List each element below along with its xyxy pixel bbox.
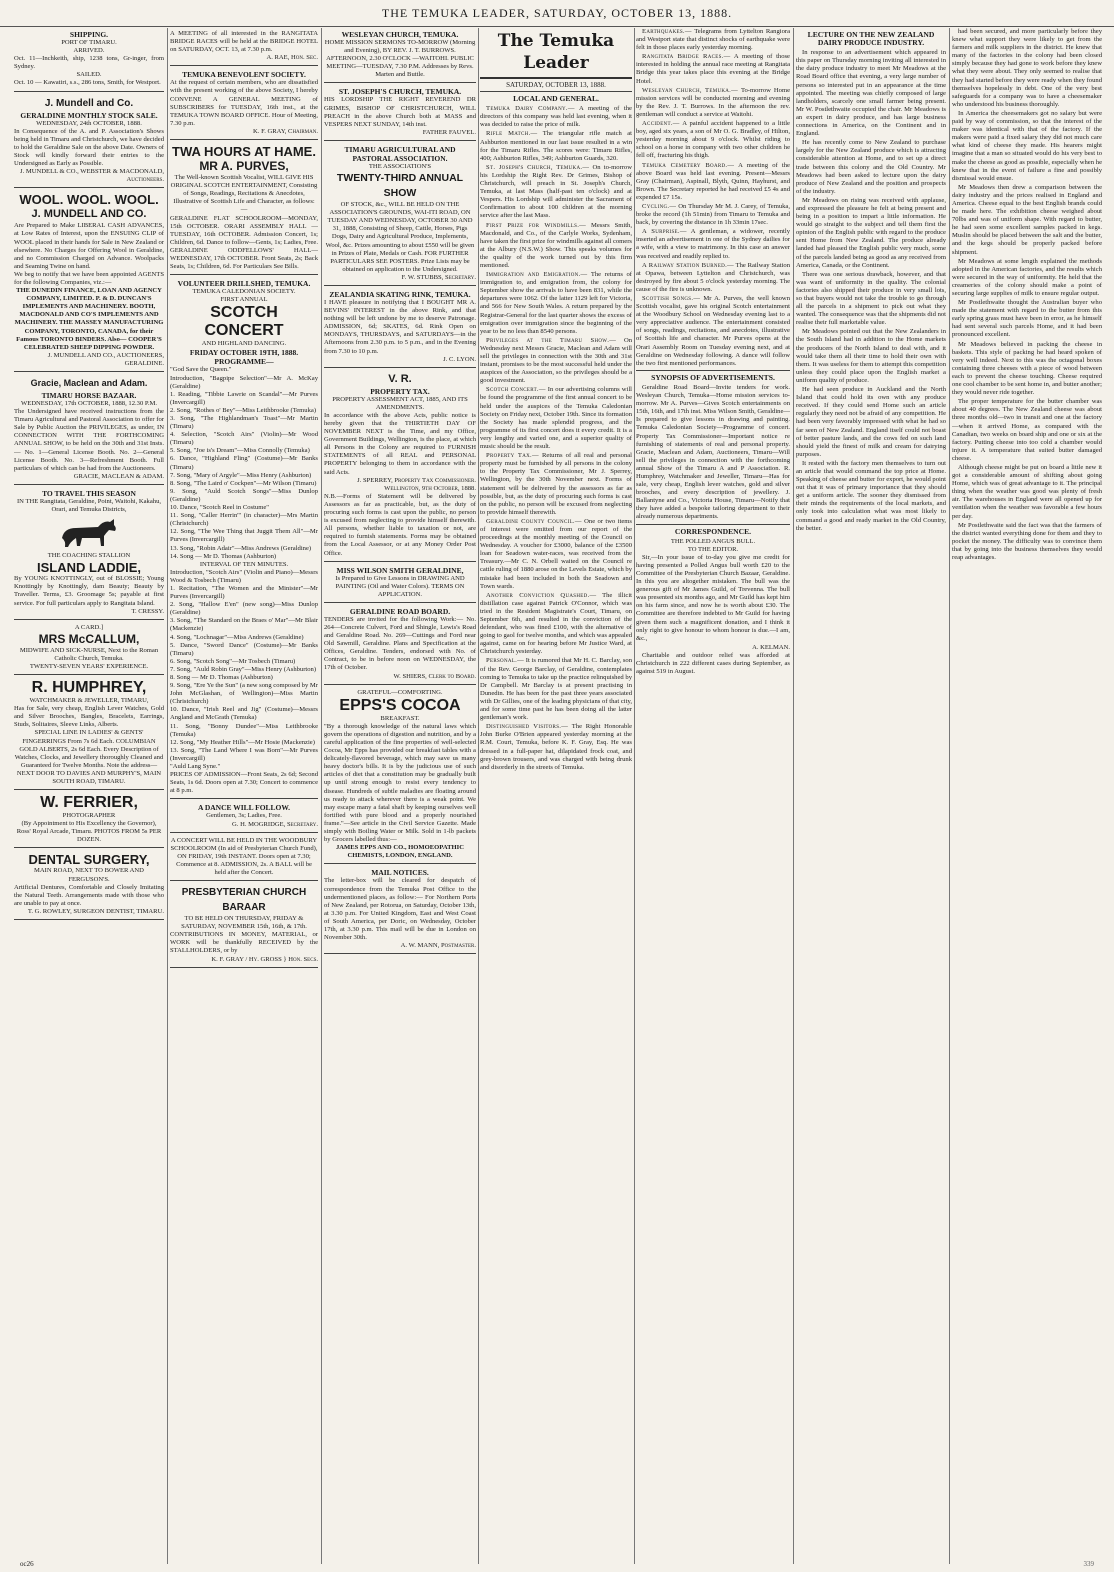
- mail-signature: A. W. MANN, Postmaster.: [400, 942, 476, 950]
- mundell-heading: J. Mundell and Co.: [44, 97, 134, 109]
- programme-item: 10. Dance, "Scotch Reel in Costume": [170, 504, 269, 512]
- admission-text: PRICES OF ADMISSION—Front Seats, 2s 6d; Second Seats, 1s 6d. Doors open at 7.30; Concert to commence at 8 p.m.: [170, 771, 318, 795]
- lecture-paragraph: In response to an advertisement which appeared in this paper on Thursday morning inviting all interested in the dairy produce industry to meet Mr Meadows at the Road Board office that evening, a very large number of persons so interested put in an appearance at the time appointed. The meeting was chiefly composed of large landholders, scarcely one small farmer being present. Mr W. Postlethwaite occupied the chair. Mr Meadows is an expert in dairy produce, and has large business connections in America, on the Continent and in England.: [796, 49, 946, 138]
- synopsis-body: Geraldine Road Board—Invite tenders for work. Wesleyan Church, Temuka—Home mission services to-morrow. Mr A. Purves—Gives Scotch entertainments on 15th, 16th, and 17th inst. Miss Wilson Smith, Geraldine—Is prepared to give lessons in drawing and painting. Temuka Caledonian Society—Programme of concert. Property Tax Commissioner—Important notice re furnishing of statements of real and personal property. Gracie, Maclean and Adam, Auctioneers, Timaru—Will sell the privileges in connection with the forthcoming annual Show of the Timaru A and P Association. R. Humphrey, Watchmaker and Jeweller, Timaru—Has for sale, very cheap, English lever watches, gold and silver brooches, and every description of jewellery. J. Ballantyne and Co., Victoria House, Timaru—Notify that they have added a bespoke tailoring department to their already numerous departments.: [636, 383, 790, 521]
- skating-body: I HAVE pleasure in notifying that I BOUGHT MR A. BEVINS' INTEREST in the above Rink, and that nothing will be left undone by me to deserve Patronage. ADMISSION, 6d; SKATES, 6d. Rink Open on MONDAYS, THURSDAYS, and SATURDAYS—in the Afternoons from 2.30 p.m. to 5 p.m., and in the Evening from 7.30 to 10 p.m.: [324, 298, 476, 355]
- news-item: [480, 271, 632, 336]
- humphrey-subheading: WATCHMAKER & JEWELLER, TIMARU,: [29, 697, 149, 705]
- road-board-ad: [324, 605, 476, 685]
- benevolent-signature: K. F. GRAY, Chairman.: [253, 127, 318, 135]
- programme-item: 3. Song, "The Standard on the Braes o' Mar"—Mr Blair (Mackenzie): [170, 617, 318, 633]
- horse-icon: [54, 516, 124, 550]
- travel-heading: TO TRAVEL THIS SEASON: [42, 488, 136, 498]
- geraldine-sale-body: In Consequence of the A. and P. Association's Shows being held in Timaru and Christchurch, we have decided to hold the Geraldine Sale on the above Date. Owners of Stock will kindly forward their entries to the Undersigned as Early as Possible.: [14, 127, 164, 168]
- tax-heading: PROPERTY TAX.: [370, 386, 430, 396]
- programme-item: "Auld Lang Syne.": [170, 763, 221, 771]
- caledonian-first: FIRST ANNUAL: [220, 296, 268, 304]
- laddie-heading: ISLAND LADDIE,: [37, 560, 141, 576]
- news-item-heading: Another Conviction Quashed.—: [486, 591, 597, 599]
- synopsis-heading: SYNOPSIS OF ADVERTISEMENTS.: [651, 372, 775, 382]
- news-item-text: It is rumored that Mr H. C. Barclay, son of the Rev. George Barclay, of Geraldine, contemplates coming to Temuka to take up the practice relinquished by Dr Campbell. Mr Barclay is at present practising in Dunedin. He has been for the past three years associated with Dr Gillies, one of the leading physicians of that city, and for some time past he has been doing all the latter gentleman's work.: [480, 657, 632, 722]
- news-item-text: Telegrams from Lyttelton Rangiora and Westport state that distinct shocks of earthquake were felt in those places early yesterday morning.: [636, 28, 790, 52]
- presbyterian-bazaar-signature: K. F. GRAY / Hy. GROSS } Hon. Secs.: [211, 955, 318, 963]
- column-3: [324, 28, 476, 1564]
- mundell-ad: [14, 94, 164, 189]
- programme-list: [170, 366, 318, 560]
- presbyterian-bazaar-ad: [170, 883, 318, 968]
- programme-item: 7. Song, "Mary of Argyle"—Miss Henry (Ashburton): [170, 471, 312, 479]
- news-item-heading: Temuka Cemetery Board.—: [642, 161, 735, 169]
- tax-body: In accordance with the above Acts, public notice is hereby given that the THIRTIETH DAY OF NOVEMBER NEXT is the Time, and my Office, Government Buildings, Wellington, is the place, at which all Persons in the Colony are required to FURNISH STATEMENTS of all REAL and PERSONAL PROPERTY belonging to them in accordance with the said Acts.: [324, 411, 476, 476]
- programme-item: 6. Dance, "Highland Fling" (Costume)—Mr Banks (Timaru): [170, 455, 318, 471]
- column-7: [952, 28, 1102, 1564]
- humphrey-heading: R. HUMPHREY,: [31, 679, 147, 697]
- laddie-signature: T. CRESSY.: [131, 607, 164, 615]
- page-code: oc26: [20, 1560, 34, 1568]
- lecture-paragraph: It rested with the factory men themselves to turn out an article that would command the top price at Home. Speaking of cheese and butter for export, he would point out that it was of primary importance that they should get a uniform article. The sooner they dismissed from their minds the requirements of the local markets, and only took into calculation what was most likely to command a good and ready market in the Old Country, the better.: [796, 459, 946, 532]
- news-item-heading: Cycling.—: [642, 202, 677, 210]
- wool-body-2: We beg to notify that we have been appointed AGENTS for the following Companies, viz.:—: [14, 270, 164, 286]
- news-item: [480, 452, 632, 517]
- road-board-body: TENDERS are invited for the following Work:— No. 264—Concrete Culvert, Ford and Shingle, Lewis's Road and Geraldine Road. No. 269—Cuttings and Ford near Old Sawmill, Geraldine. Plans and Specification at the Offices, Geraldine. Tenders, endorsed with No. of Contract, to be in before noon on WEDNESDAY, the 17th of October.: [324, 615, 476, 672]
- news-item: [480, 657, 632, 722]
- skating-ad: [324, 288, 476, 368]
- column-2: [170, 28, 318, 1564]
- wool-ad: [14, 190, 164, 372]
- news-item-text: The triangular rifle match at Ashburton mentioned in our last issue resulted in a win for the Timaru Rifles. The scores were: Timaru Rifles, 400; Ashburton Rifles, 349; Ashburton Guards, 320.: [480, 130, 632, 162]
- stjoseph-ad: [324, 85, 476, 140]
- correspondence-signature: A. KELMAN.: [752, 643, 790, 651]
- lecture-paragraph: Mr Meadows pointed out that the New Zealanders in the South Island had in addition to the Home markets the producers of the North Island to deal with, and it would take them all their time to hold their own with them. It was useless for them to attempt this competition unless they could place upon the English market a uniform quality of produce.: [796, 328, 946, 384]
- news-item-text: A gentleman, a widower, recently inserted an advertisement in one of the Sydney dailies for a wife, with a view to matrimony. In this case an answer was received and readily replied to.: [636, 228, 790, 260]
- stallion-ad: [14, 487, 164, 620]
- programme-item: Introduction, "Scotch Airs" (Violin and Piano)—Messrs Wood & Tosbech (Timaru): [170, 568, 318, 584]
- lecture-paragraph: Although cheese might be put on board a little new it got a considerable amount of shifting about going Home, which was of great advantage to it. The principal thing when the weather was good was plenty of fresh air. The warehouses in England were all opened up for ventilation when the weather was favorable a few hours per day.: [952, 463, 1102, 520]
- news-item-text: Returns of all real and personal property must be furnished by all persons in the colony to the Property Tax Commissioner, Mr J. Sperrey, Wellington, by the 30th November next. Forms of statement will be delivered by the assessors as far as possible, but, as the duty of procuring such forms is cast on the public, no person will be excused from neglecting to provide himself therewith.: [480, 452, 632, 516]
- tax-ad: [324, 370, 476, 562]
- cocoa-pre: GRATEFUL—COMFORTING.: [357, 688, 443, 696]
- stallion-heading: THE COACHING STALLION: [47, 552, 131, 560]
- correspondence-heading: CORRESPONDENCE.: [674, 526, 752, 536]
- road-board-signature: W. SHIERS, Clerk to Board.: [393, 672, 476, 680]
- news-item-text: Mr A. Purves, the well known Scottish vocalist, gave his original Scotch entertainment at the Woodbury School on Wednesday evening last to a very appreciative audience. The entertainment consisted of songs, readings, recitations, and anecdotes, illustrative of Scottish life and character. Mr Purves opens at the Orari Assembly Room on Tuesday evening next, and at Geraldine on Wednesday following. A dance will follow the two first mentioned performances.: [636, 295, 790, 367]
- news-item-text: On to-morrow his Lordship the Right Rev. Dr Grimes, Bishop of Christchurch, will preach in St. Joseph's Church, Temuka, at last Mass (half-past ten o'clock) and at Vespers. His Lordship will administer the Sacrament of Confirmation to about 100 children at the morning service after the last Mass.: [480, 163, 632, 220]
- travel-body: IN THE Rangitata, Geraldine, Point, Waitohi, Kakahu, Orari, and Temuka Districts,: [16, 497, 162, 514]
- programme-item: "God Save the Queen.": [170, 366, 232, 374]
- wool-signature: J. MUNDELL AND CO., AUCTIONEERS, GERALDINE.: [47, 351, 164, 367]
- programme-item: 5. Dance, "Sword Dance" (Costume)—Mr Banks (Timaru): [170, 641, 318, 657]
- section-rule: [636, 524, 790, 525]
- lecture-paragraph: The proper temperature for the butter chamber was about 40 degrees. The New Zealand cheese was about three months old—two in transit and one at the factory—when it arrived Home, as compared with the Canadian, two weeks on board ship and one or six at the factory. Putting cheese into too cold a chamber would injure it. A temperature that suited butter damaged cheese.: [952, 398, 1102, 462]
- news-item-text: A painful accident happened to a little boy, aged six years, a son of Mr O. G. Bradley, of Hilton, yesterday morning about 9 o'clock. Whilst riding to school on a horse in company with two other children he fell off, fracturing his thigh.: [636, 120, 790, 160]
- news-item-text: On Wednesday next Messrs Gracie, Maclean and Adam will sell the privileges in connection with the 30th and 31st instant, promises to be the most successful held under the auspices of the Association, so the privileges should be a good investment.: [480, 336, 632, 385]
- lecture-heading: LECTURE ON THE NEW ZEALAND DAIRY PRODUCE INDUSTRY.: [807, 30, 935, 48]
- shipping-port: PORT OF TIMARU.: [61, 39, 117, 46]
- concert-date: FRIDAY OCTOBER 19TH, 1888.: [189, 348, 299, 358]
- news-item: [480, 723, 632, 772]
- skating-heading: ZEALANDIA SKATING RINK, TEMUKA.: [329, 289, 471, 299]
- woodbury-body: A CONCERT WILL BE HELD IN THE WOODBURY SCHOOLROOM (In aid of Presbyterian Church Fund), ON FRIDAY, 19th INSTANT. Doors open at 7.30; Commence at 8. ADMISSION, 2s. A BALL will be held after the Concert.: [170, 836, 318, 876]
- mail-body: The letter-box will be cleared for despatch of correspondence from the Temuka Post Office to the undermentioned places, as follow:— For Northern Ports of New Zealand, per Rotorua, on Saturday, October 13th, at 3.30 p.m. For United Kingdom, East and West Coast of South America, per Doric, on Wednesday, October 17th, at 3.30 p.m. This mail will be due in London on November 30th.: [324, 877, 476, 942]
- news-item-heading: Rifle Match.—: [486, 130, 538, 138]
- news-item-text: A meeting of the above Board was held last evening. Present—Messrs Gray (Chairman), Aspinall, Blyth, Quinn, Hayhurst, and Brown. The Secretary reported he had received £5 4s and expended £7 15s.: [636, 161, 790, 201]
- programme-item: 8. Song, "The Laird o' Cockpen"—Mr Wilson (Timaru): [170, 479, 317, 487]
- news-item-text: The Right Honorable John Burke O'Brien appeared yesterday morning at the R.M. Court, Temuka, before K. F. Gray, Esq. He was dressed in a full-paper hat, dilapidated frock coat, and grey-brown trousers, and was charged with being drunk and disorderly in the streets of Temuka.: [480, 723, 632, 771]
- concert-subheading: AND HIGHLAND DANCING.: [201, 340, 287, 348]
- news-item-text: One or two items of interest were omitted from our report of the proceedings at the monthly meeting of the Council on Wednesday. A voucher for £3000, balance of the £3500 loan for Seadown water-races, was received from the Treasury.—Mr C. N. Orbell waited on the Council re cattle ruling of 1880 arose on the Levels Estate, which by mistake had been included in both the Seadown and Town wards.: [480, 517, 632, 590]
- hame-heading: TWA HOURS AT HAME.: [172, 144, 316, 160]
- bazaar-heading: TIMARU HORSE BAZAAR.: [41, 391, 137, 400]
- programme-item: 11. Song, "Caller Herrin'" (in character)—Mrs Martin (Christchurch): [170, 512, 318, 528]
- cocoa-ad: [324, 687, 476, 865]
- horse-illustration: [54, 516, 124, 550]
- column-1: [14, 28, 164, 1564]
- smith-ad: [324, 564, 476, 603]
- purves-ad: [170, 142, 318, 275]
- arrived-heading: ARRIVED.: [73, 47, 105, 55]
- programme-item: 12. Song, "My Heather Hills"—Mr Hosie (Mackenzie): [170, 738, 315, 746]
- interval-text: INTERVAL OF TEN MINUTES.: [199, 560, 289, 568]
- lecture-paragraph: Mr Meadows then drew a comparison between the dairy industry and the prices realised in England and America. Cheese equal to the best English brands could be made here. The exhibition cheese weighed about 70lbs and was of uniform shape. With regard to butter, he had seen some excellent samples packed in kegs. Muslin should be placed between the salt and the butter, and the kegs should be properly packed before shipment.: [952, 183, 1102, 256]
- show-signature: F. W. STUBBS, Secretary.: [401, 273, 476, 281]
- presbyterian-bazaar-body: TO BE HELD ON THURSDAY, FRIDAY & SATURDAY, NOVEMBER 15th, 16th, & 17th.: [181, 915, 307, 931]
- programme-item: 13. Song, "Robin Adair"—Miss Andrews (Geraldine): [170, 544, 312, 552]
- ferrier-body: (By Appointment to His Excellency the Governor), Ross' Royal Arcade, Timaru. PHOTOS FROM 5s PER DOZEN.: [16, 820, 162, 844]
- humphrey-ad: [14, 677, 164, 790]
- programme-item: 4. Selection, "Scotch Airs" (Violin)—Mr Wood (Timaru): [170, 431, 318, 447]
- news-item: [636, 162, 790, 202]
- column-rule: [478, 28, 479, 1564]
- news-item-text: The illicit distillation case against Patrick O'Connor, which was tried in the Resident Magistrate's Court, Timaru, on September 6th, and resulted in the conviction of the defendant, who was fined £100, with the alternative of going to gaol for twelve months, and which was appealed against, came on for hearing before Mr Justice Ward, at Christchurch yesterday.: [480, 591, 632, 656]
- programme-heading: PROGRAMME—: [214, 357, 274, 367]
- column-5: [636, 28, 790, 1564]
- mccallum-body: MIDWIFE AND SICK-NURSE, Next to the Roman Catholic Church, Temuka.: [19, 646, 159, 662]
- humphrey-special: SPECIAL LINE IN LADIES' & GENTS' FINGERRINGS From 7s 6d Each. COLUMBIAN GOLD ALBERTS, 2s 6d Each. Every Description of Watches, Clocks, and Jewellery thoroughly Cleaned and Guaranteed for Twelve Months. Note the address— NEXT DOOR TO DAVIES AND MURPHY'S, MAIN SOUTH ROAD, TIMARU.: [14, 729, 164, 785]
- lecture-paragraph: Mr Postlethwaite thought the Australian buyer who made the statement with regard to the butter from this early spring grass must have been in error, as he himself had sent several such parcels Home, and it had been pronounced excellent.: [952, 299, 1102, 339]
- column-6: [796, 28, 946, 1564]
- news-item-heading: Immigration and Emigration.—: [486, 271, 588, 279]
- dance-signature: G. H. MOGRIDGE, Secretary.: [232, 820, 318, 828]
- news-item: [636, 28, 790, 52]
- programme-item: 3. Song, "The Highlandman's Toast"—Mr Martin (Timaru): [170, 415, 318, 431]
- news-item: [636, 203, 790, 227]
- news-item: [636, 87, 790, 119]
- column-rule: [793, 28, 794, 1564]
- news-item-heading: Property Tax.—: [486, 452, 539, 460]
- news-item: [636, 295, 790, 368]
- news-item: [636, 120, 790, 160]
- agri-subheading: THE ASSOCIATION'S: [368, 162, 432, 170]
- presbyterian-bazaar-contrib: CONTRIBUTIONS IN MONEY, MATERIAL, or WORK will be thankfully RECEIVED by the STALLHOLDERS, or by: [170, 931, 318, 955]
- column-rule: [167, 28, 168, 1564]
- geraldine-sale-signature: J. MUNDELL & CO., WEBSTER & MACDONALD, Auctioneers.: [20, 168, 164, 184]
- news-item-heading: A Railway Station Burned.—: [642, 261, 734, 269]
- news-items: [636, 28, 790, 368]
- dance-heading: A DANCE WILL FOLLOW.: [197, 803, 291, 813]
- stjoseph-signature: FATHER FAUVEL.: [422, 128, 476, 136]
- column-rule: [949, 28, 950, 1564]
- card-heading: A CARD.]: [74, 623, 104, 631]
- news-item-heading: Wesleyan Church, Temuka.—: [642, 86, 739, 94]
- humphrey-body: Has for Sale, very cheap, English Lever Watches, Gold and Silver Brooches, Bangles, Bracelets, Earrings, Studs, Solitaires, Sleeve Links, Alberts.: [14, 705, 164, 729]
- sailed-text: Oct. 10 — Kawatiri, s.s., 286 tons, Smith, for Westport.: [14, 79, 161, 87]
- bazaar-body: The Undersigned have received instructions from the Timaru Agricultural and Pastoral Association to offer for Sale by Public Auction the PRIVILEGES, as under, IN CONNECTION WITH THE FORTHCOMING ANNUAL SHOW, to be held on the 30th and 31st Insts.— No. 1—General License Booth. No. 2—General License Booth. No. 3—Refreshment Booth. Full particulars of which can be had from the Auctioneers.: [14, 408, 164, 472]
- lecture-paragraph: had been secured, and more particularly before they knew what support they were likely to get from the farmers and milk suppliers in the district. He knew that many of the factories in the colony had been closed simply because they had gone to work before they knew what they were about. They only seemed to realise that they had started before they were ready when they found themselves hopelessly in debt. One of the very best safeguards for a company was to have a cheesemaker who understood his business thoroughly.: [952, 28, 1102, 108]
- woodbury-ad: [170, 835, 318, 881]
- mccallum-experience: TWENTY-SEVEN YEARS' EXPERIENCE.: [29, 662, 149, 670]
- skating-signature: J. C. LYON.: [443, 355, 476, 363]
- column-4: [480, 28, 632, 1564]
- news-item-text: Messrs Smith, Macdonald, and Co., of the Carlyle Works, Sydenham, have taken the first prize for windmills against all comers at the Albury (N.S.W.) Show. This speaks volumes for the quality of the work turned out by this firm mentioned.: [480, 221, 632, 269]
- shipping-heading: SHIPPING.: [69, 30, 109, 39]
- concert-ad: [170, 277, 318, 799]
- dance-body: Gentlemen, 3s; Ladies, Free.: [206, 812, 282, 820]
- gracie-heading: Gracie, Maclean and Adam.: [30, 378, 148, 388]
- wool-company: J. MUNDELL AND CO.: [31, 208, 147, 221]
- bazaar-signature: GRACIE, MACLEAN & ADAM.: [73, 472, 164, 480]
- programme-item: 13. Song, "The Land Where I was Born"—Mr Purves (Invercargill): [170, 746, 318, 762]
- programme-item: 9. Song, "Auld Scotch Songs"—Miss Dunlop (Geraldine): [170, 487, 318, 503]
- news-item-text: On Thursday Mr M. J. Carey, of Temuka, broke the record (1h 51min) from Timaru to Temuka and back, by covering the distance in 1h 33min 17sec.: [636, 202, 790, 227]
- news-item: [480, 592, 632, 657]
- news-item-heading: Scottish Songs.—: [642, 295, 701, 302]
- road-board-heading: GERALDINE ROAD BOARD.: [349, 606, 451, 616]
- race-meeting-ad: [170, 28, 318, 66]
- show-ad: [324, 143, 476, 286]
- news-item-heading: Distinguished Visitors.—: [486, 723, 569, 731]
- news-item: [480, 130, 632, 162]
- ferrier-subheading: PHOTOGRAPHER: [62, 812, 116, 820]
- programme-item: 14. Song — Mr D. Thomas (Ashburton): [170, 552, 277, 560]
- correspondence-to: TO THE EDITOR.: [687, 545, 739, 553]
- wesleyan-body: HOME MISSION SERMONS TO-MORROW (Morning and Evening), BY REV. J. T. BURROWS. AFTERNOON, 2.30 O'CLOCK —WAITOHI. PUBLIC MEETING—TUESDAY, 7.30 P.M. Addresses by Revs. Marten and Buttle.: [324, 39, 476, 79]
- masthead: [0, 0, 1114, 27]
- stjoseph-heading: ST. JOSEPH'S CHURCH, TEMUKA.: [338, 87, 462, 97]
- smith-body: Is Prepared to Give Lessons in DRAWING AND PAINTING (Oil and Water Colors). TERMS ON APPLICATION.: [335, 574, 465, 598]
- mail-heading: MAIL NOTICES.: [371, 868, 429, 878]
- dental-body: Artificial Dentures, Comfortable and Closely Imitating the Natural Teeth. Arrangements made with those who are unable to pay at once.: [14, 883, 164, 907]
- agri-heading: TIMARU AGRICULTURAL AND PASTORAL ASSOCIATION.: [344, 144, 456, 163]
- column-rule: [321, 28, 322, 1564]
- news-item-heading: A Surprise.—: [642, 228, 687, 236]
- geraldine-sale-date: WEDNESDAY, 24th OCTOBER, 1888.: [36, 119, 142, 127]
- page-mark: 339: [1083, 1560, 1094, 1568]
- tax-subheading: PROPERTY ASSESSMENT ACT, 1885, AND ITS AMENDMENTS.: [332, 395, 468, 411]
- benevolent-ad: [170, 68, 318, 140]
- volunteer-heading: VOLUNTEER DRILLSHED, TEMUKA.: [177, 279, 311, 289]
- shipping-notice: [14, 28, 164, 92]
- correspondence-subheading: THE POLLED ANGUS BULL.: [670, 537, 756, 545]
- tax-signature: J. SPERREY, Property Tax Commissioner. Wellington, 9th October, 1888.: [357, 476, 476, 492]
- lecture-paragraph: He had seen produce in Auckland and the North Island that could hold its own with any produce received. If they could send Home such an article regularly they need not be afraid of any competition. He had been very favorably impressed with what he had so far seen of New Zealand. England itself could not boast of better pasture lands, and the cows fed on such land should yield the finest of milk and cream for dairying purposes.: [796, 386, 946, 458]
- news-item: [480, 164, 632, 221]
- geraldine-sale-heading: GERALDINE MONTHLY STOCK SALE.: [20, 110, 158, 120]
- benevolent-heading: TEMUKA BENEVOLENT SOCIETY.: [182, 70, 306, 80]
- news-item-heading: Geraldine County Council.—: [486, 517, 582, 525]
- news-item-text: A meeting of the directors of this company was held last evening, when it was decided to raise the price of milk.: [480, 105, 632, 129]
- bazaar-date: WEDNESDAY, 17th OCTOBER, 1888, 12.30 P.M.: [21, 400, 157, 407]
- lecture-paragraph: In America the cheesemakers got no salary but were paid by way of commission, so that the interest of the maker was identical with that of the factory. If the makers were paid a fixed salary they did not much care what kind of cheese they made. His hearers might imagine that a man so situated would do his very best to make the cheese as good as possible, especially when he knew that in the event of failure a fine and possibly dismissal would ensue.: [952, 109, 1102, 182]
- lecture-paragraph: Mr Meadows at some length explained the methods adopted in the American factories, and the results which were secured in the way of uniformity. He held that the creameries of the colony should make a point of securing large supplies of milk to ensure regular output.: [952, 257, 1102, 297]
- mccallum-ad: [14, 622, 164, 675]
- benevolent-body: At the request of certain members, who are dissatisfied with the present working of the above Society, I hereby CONVENE A GENERAL MEETING of SUBSCRIBERS for TUESDAY, 16th inst., at the TEMUKA TOWN BOARD OFFICE. Hour of Meeting, 7.30 p.m.: [170, 79, 318, 127]
- race-meeting-signature: A. RAE, Hon. Sec.: [266, 54, 318, 62]
- programme-item: Introduction, "Bagpipe Selection"—Mr A. McKay (Geraldine): [170, 374, 318, 390]
- news-item: [636, 228, 790, 260]
- dance-ad: [170, 801, 318, 832]
- news-item-heading: Rangitata Bridge Races.—: [642, 53, 731, 61]
- sailed-heading: SAILED.: [76, 71, 102, 79]
- wool-heading: WOOL. WOOL. WOOL.: [19, 192, 159, 208]
- news-item: [636, 262, 790, 294]
- bazaar-ad: [14, 374, 164, 485]
- dental-subheading: MAIN ROAD, NEXT TO BOWER AND FERGUSON'S.: [34, 867, 144, 883]
- correspondence-after: Charitable and outdoor relief was afforded at Christchurch in 222 different cases during September, as against 519 in August.: [636, 651, 790, 676]
- wesleyan-ad: [324, 28, 476, 83]
- cocoa-subheading: BREAKFAST.: [380, 714, 420, 722]
- laddie-body: By YOUNG KNOTTINGLY, out of BLOSSIE; Young Knottingly by Knottingly, dam Beauty; Beauty by Traveller. Terms, £3. Groomage 5s; payable at first service. For full particulars apply to Rangitata Island.: [14, 575, 164, 607]
- cocoa-body: "By a thorough knowledge of the natural laws which govern the operations of digestion and nutrition, and by a careful application of the fine properties of well-selected Cocoa, Mr Epps has provided our breakfast tables with a delicately-flavored beverage, which may save us many heavy doctor's bills. It is by the judicious use of such articles of diet that a constitution may be gradually built up until strong enough to resist every tendency to disease. Hundreds of subtle maladies are floating around us ready to attack wherever there is a weak point. We may escape many a fatal shaft by keeping ourselves well fortified with pure blood and a properly nourished frame."—See article in the Civil Service Gazette. Made simply with Boiling Water or Milk. Sold in 1-lb packets by Grocers labelled thus:—: [324, 722, 476, 844]
- concert-heading: SCOTCH CONCERT: [204, 304, 284, 340]
- lecture-paragraph: There was one serious drawback, however, and that was want of uniformity in the quality. The colonial factories also shipped their produce in very small lots, so that buyers would not take the trouble to go through all the parcels in a shipment to pick out what they wanted. The consequence was that the shipments did not realise their full marketable value.: [796, 270, 946, 327]
- lecture-paragraph: Mr Postlethwaite said the fact was that the farmers of the district wanted everything done for them and they to pocket the money. The difficulty was to convince them that by going into the business themselves they would reap advantages.: [952, 521, 1102, 561]
- news-item: [480, 518, 632, 591]
- news-item: [480, 222, 632, 271]
- programme-item: 11. Song, "Bonny Dundee"—Miss Leithbrooke (Temuka): [170, 722, 318, 738]
- show-body: OF STOCK, &c., WILL BE HELD ON THE ASSOCIATION'S GROUNDS, WAI-ITI ROAD, ON TUESDAY AND WEDNESDAY, OCTOBER 30 AND 31, 1888, Consisting of Sheep, Cattle, Horses, Pigs Dogs, Dairy and Agricultural Produce, Implements, Wool, &c. Prizes amounting to about £550 will be given in Prizes of Plate, Medals or Cash. FOR FURTHER PARTICULARS SEE POSTERS. Prize Lists may be obtained on application to the Undersigned.: [325, 201, 475, 273]
- programme-item: 9. Song, "Ere Ye the Sun" (a new song composed by Mr John McGlashan, of Wellington)—Miss Martin (Christchurch): [170, 682, 318, 706]
- news-item-text: To-morrow Home mission services will be conducted morning and evening by the Rev. J. T. Burrows. In the afternoon the rev. gentleman will conduct a service at Waitohi.: [636, 86, 790, 118]
- newspaper-flag: The Temuka Leader: [480, 28, 632, 79]
- programme-item: 6. Song, "Scotch Song"—Mr Tosbech (Timaru): [170, 657, 296, 665]
- news-item-heading: Earthquakes.—: [642, 28, 692, 35]
- purves-body: The Well-known Scottish Vocalist, WILL GIVE HIS ORIGINAL SCOTCH ENTERTAINMENT, Consisting of Songs, Readings, Recitations & Anecdotes, Illustrative of Scottish Life and Character, as follows:—: [170, 174, 318, 214]
- programme-item: 2. Song, "Hallow E'en" (new song)—Miss Dunlop (Geraldine): [170, 601, 318, 617]
- news-item-text: In our advertising columns will be found the programme of the first annual concert to be held under the auspices of the Temuka Caledonian Society on Friday next, October 19th. Since its formation the Society has made splendid progress, and the programme of its first concert does it every credit. It is a very lengthy and varied one, and a superior quality of music should be the result.: [480, 386, 632, 451]
- news-item-heading: First Prize for Windmills.—: [486, 221, 587, 229]
- news-items: [480, 105, 632, 772]
- mail-ad: [324, 866, 476, 954]
- news-item: [480, 337, 632, 386]
- dental-signature: T. G. ROWLEY, SURGEON DENTIST, TIMARU.: [27, 907, 164, 915]
- section-rule: [636, 370, 790, 371]
- dateline: SATURDAY, OCTOBER 13, 1888.: [480, 79, 632, 92]
- ferrier-heading: W. FERRIER,: [40, 794, 138, 812]
- programme-list-2: [170, 569, 318, 771]
- news-item-heading: Personal.—: [486, 657, 524, 665]
- show-heading: TWENTY-THIRD ANNUAL SHOW: [336, 172, 464, 200]
- ferrier-ad: [14, 792, 164, 848]
- news-item: [636, 53, 790, 85]
- news-item-text: The returns of immigration to, and emigration from, the colony for September show the arrivals to have been 831, while the departures were 1062. Of the latter 1129 left for Victoria, and 566 for New South Wales. A return prepared by the Registrar-General for the last quarter shows the excess of emigration over immigration since the beginning of the year to be no less than 8540 persons.: [480, 271, 632, 335]
- news-item-text: The Railway Station at Opawa, between Lyttelton and Christchurch, was destroyed by fire about 5 o'clock yesterday morning. The cause of the fire is unknown.: [636, 261, 790, 293]
- caledonian-heading: TEMUKA CALEDONIAN SOCIETY.: [192, 288, 296, 296]
- programme-item: 1. Reading, "Tibbie Lawrie on Scandal"—Mr Purves (Invercargill): [170, 390, 318, 406]
- mccallum-heading: MRS McCALLUM,: [38, 631, 140, 646]
- programme-item: 8. Song — Mr D. Thomas (Ashburton): [170, 674, 273, 681]
- news-item-text: A meeting of those interested in holding the annual race meeting at Rangitata Bridge this year takes place this evening at the Bridge Hotel.: [636, 53, 790, 85]
- arrived-text: Oct. 11—Inchkeith, ship, 1238 tons, Gr-inger, from Sydney.: [14, 55, 164, 71]
- lecture-paragraph: He has recently come to New Zealand to purchase largely for the New Zealand produce which is attracting considerable attention at Home, and to set up a direct trade between this colony and the Old Country. Mr Meadows had been asked to lecture upon the dairy produce of New Zealand and the position and prospects of the industry.: [796, 139, 946, 195]
- news-item: [480, 105, 632, 129]
- news-item: [480, 386, 632, 451]
- programme-item: 12. Song, "The Wee Thing that Juggit Them All"—Mr Purves (Invercargill): [170, 528, 318, 544]
- wool-body: Are Prepared to Make LIBERAL CASH ADVANCES, at Low Rates of Interest, upon the ENSUING CLIP of WOOL placed in their hands for Sale in New Zealand or elsewhere. No Charges for Offering Wool in Geraldine, and no Commission Charged on Advance. Woolpacks and Seaming Twine on hand.: [14, 222, 164, 270]
- dental-ad: [14, 850, 164, 920]
- news-item-heading: Privileges at the Timaru Show.—: [486, 336, 617, 344]
- purves-heading: MR A. PURVES,: [199, 159, 289, 174]
- smith-heading: MISS WILSON SMITH GERALDINE,: [336, 565, 464, 575]
- programme-item: 5. Song, "Joe is's Dream"—Miss Connolly (Temuka): [170, 447, 310, 455]
- masthead-title: THE TEMUKA LEADER, SATURDAY, OCTOBER 13, 1888.: [381, 6, 733, 20]
- dental-heading: DENTAL SURGERY,: [28, 852, 150, 868]
- news-item-heading: St. Joseph's Church, Temuka.—: [486, 163, 590, 171]
- programme-item: 1. Recitation, "The Women and the Minister"—Mr Purves (Invercargill): [170, 584, 318, 601]
- stjoseph-body: HIS LORDSHIP THE RIGHT REVEREND DR GRIMES, BISHOP OF CHRISTCHURCH, WILL PREACH in the above Church both at MASS and VESPERS NEXT SUNDAY, 14th inst.: [324, 96, 476, 128]
- news-item-heading: Accident.—: [642, 120, 680, 128]
- local-general-heading: LOCAL AND GENERAL.: [513, 94, 599, 104]
- column-rule: [634, 28, 635, 1564]
- purves-dates: GERALDINE FLAT SCHOOLROOM—MONDAY, 15th OCTOBER. ORARI ASSEMBLY HALL — TUESDAY, 16th OCTOBER. Admission Concert, 1s; Children, 6d. Dance to follow—Gents, 1s; Ladies, Free. GERALDINE ODDFELLOWS' HALL—WEDNESDAY, 17th OCTOBER. Front Seats, 2s; Back Seats, 1s; Children, 6d. For Particulars See Bills.: [170, 214, 318, 271]
- programme-item: 4. Song, "Lochnagar"—Miss Andrews (Geraldine): [170, 633, 304, 641]
- race-meeting-body: A MEETING of all interested in the RANGITATA BRIDGE RACES will be held at the BRIDGE HOTEL on SATURDAY, OCT. 13, at 7.30 p.m.: [170, 30, 318, 54]
- cocoa-signature: JAMES EPPS AND CO., HOMOEOPATHIC CHEMISTS, LONDON, ENGLAND.: [336, 844, 464, 860]
- wool-agents: THE DUNEDIN FINANCE, LOAN AND AGENCY COMPANY, LIMITED. P. & D. DUNCAN'S IMPLEMENTS AND MACHINERY. BOOTH, MACDONALD AND CO'S IMPLEMENTS AND MACHINERY. THE MASSEY MANUFACTURING COMPANY, TORONTO, CANADA, for their Famous TORONTO BINDERS. Also— COOPER'S CELEBRATED SHEEP DIPPING POWDER.: [14, 287, 164, 351]
- programme-item: 10. Dance, "Irish Reel and Jig" (Costume)—Messrs Angland and McGrath (Temuka): [170, 706, 318, 722]
- lecture-paragraph: Mr Meadows on rising was received with applause, and expressed the pleasure he felt at being present and being in a position to impart a little information. He would go straight to the subject and tell them first the opinion of the English public with regard to the produce sent Home from New Zealand. The produce already landed had pleased the English public very much, some of the parcels landed being as good as any received from America, Canada, or the Continent.: [796, 196, 946, 269]
- programme-item: 7. Song, "Auld Robin Gray"—Miss Henry (Ashburton): [170, 665, 317, 673]
- presbyterian-bazaar-heading: PRESBYTERIAN CHURCH BARAAR: [181, 887, 307, 914]
- news-item-heading: Temuka Dairy Company.—: [486, 105, 575, 113]
- cocoa-heading: EPPS'S COCOA: [339, 696, 461, 714]
- correspondence-body: Sir,—In your issue of to-day you give me credit for having presented a Polled Angus bull worth £20 to the Committee of the Presbyterian Church Bazaar, Geraldine. In this you are altogether mistaken. The bull was the generous gift of Mr James Guild, of Trevenna. The bull was presented six months ago, and Mr Guild has kept him on his farm since, and now he is worth about £30. The Committee are therefore indebted to Mr Guild for having given them such a magnificent donation, and I think it only right to give honour to whom honour is due.—I am, &c.,: [636, 553, 790, 642]
- programme-item: 2. Song, "Rothes o' Bey"—Miss Leithbrooke (Temuka): [170, 406, 317, 414]
- vr-crest: V. R.: [388, 372, 412, 385]
- lecture-paragraph: Mr Meadows believed in packing the cheese in baskets. This style of packing he had heard spoken of very well indeed. Next to this was the octagonal boxes containing three cheeses with a piece of wood between each to prevent the cheese touching. Cheese required one cool chamber to be sent home in, and butter another; they would never ride together.: [952, 340, 1102, 397]
- tax-nb: N.B.—Forms of Statement will be delivered by Assessors as far as practicable, but, as the duty of procuring such forms is cast upon the public, no person is excused from neglecting to provide himself therewith. All persons, whether liable to taxation or not, are required to furnish statements. Forms may be obtained from the Local Assessor, or at any Money Order Post Office.: [324, 492, 476, 557]
- wesleyan-heading: WESLEYAN CHURCH, TEMUKA.: [341, 30, 459, 39]
- news-item-heading: Scotch Concert.—: [486, 386, 546, 394]
